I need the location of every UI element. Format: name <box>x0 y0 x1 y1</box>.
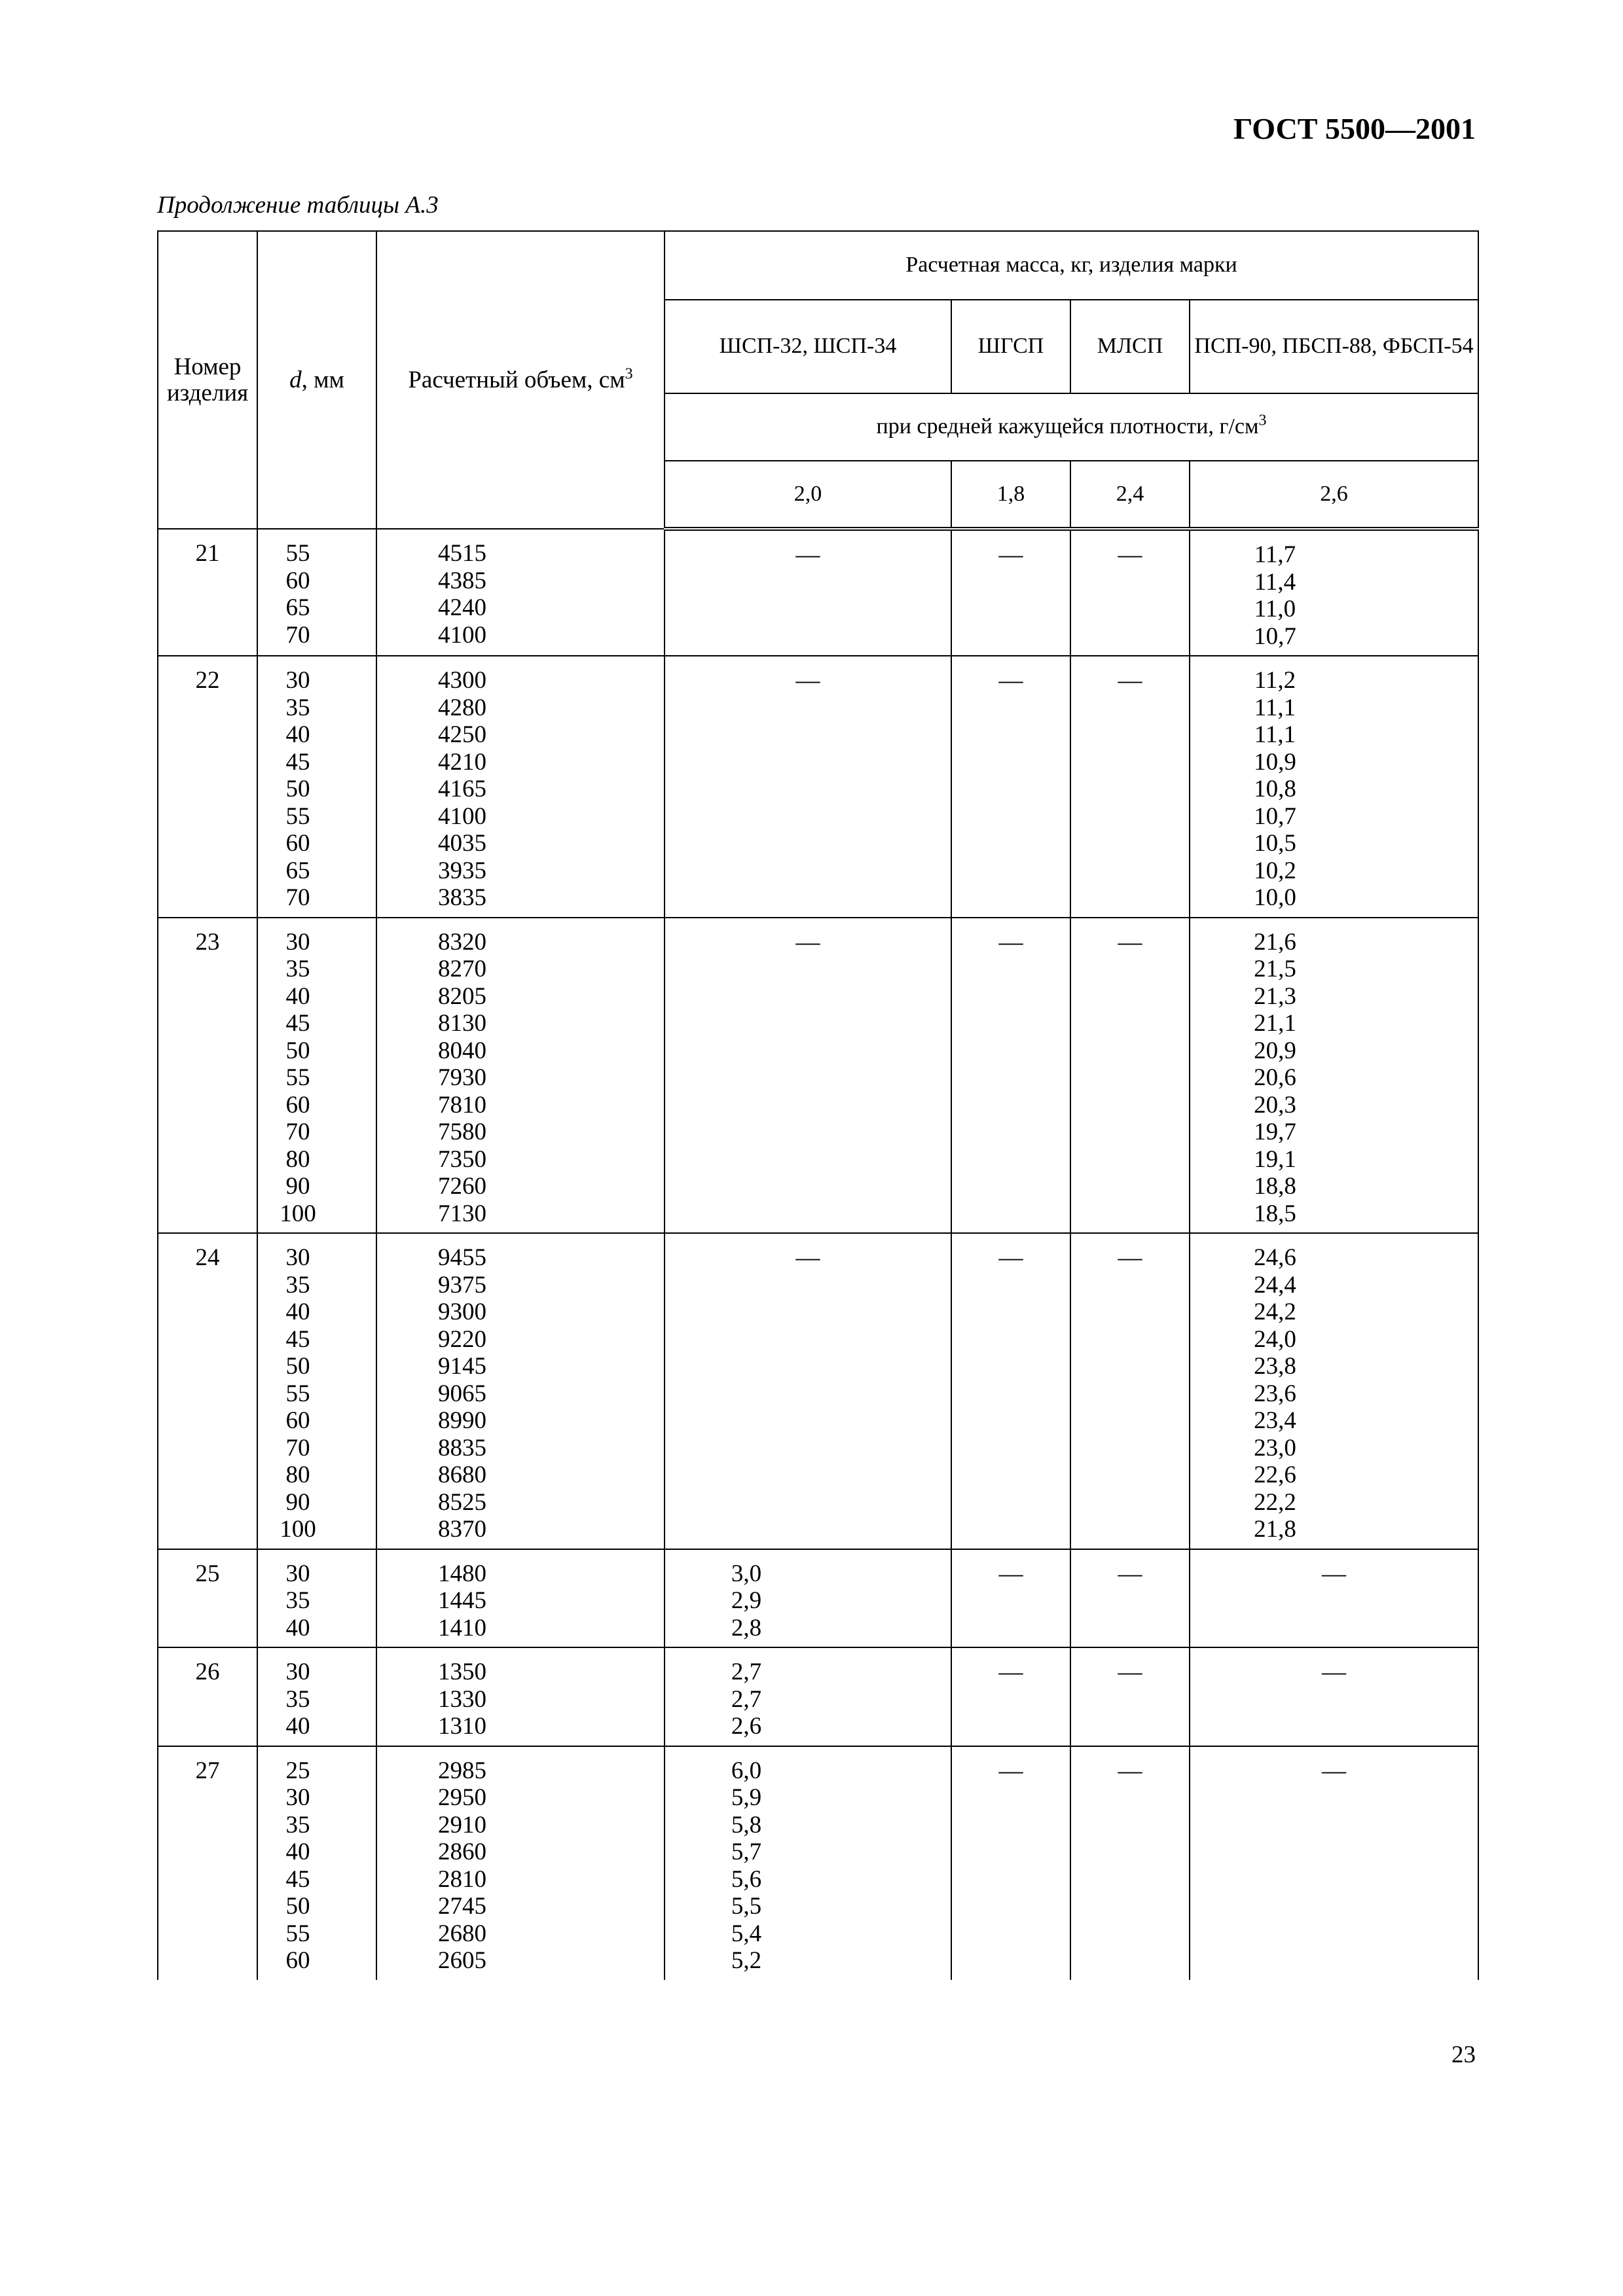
table-row <box>158 1549 1478 1648</box>
cell-line: — <box>1118 667 1142 694</box>
cell-line: 65 <box>285 857 310 884</box>
cell-line: — <box>1322 1659 1346 1685</box>
cell-volume <box>376 529 665 656</box>
cell-mass-psp <box>1190 918 1478 1234</box>
header-grade-shsp: ШСП-32, ШСП-34 <box>665 300 951 393</box>
cell-line: 7260 <box>438 1173 486 1200</box>
cell-line: 1410 <box>438 1614 486 1641</box>
cell-mass-shsp <box>665 918 951 1234</box>
cell-mass-psp <box>1190 1746 1478 1980</box>
cell-line: 7580 <box>438 1119 486 1145</box>
cell-line: 35 <box>285 1685 310 1713</box>
cell-line: 5,7 <box>731 1839 762 1865</box>
cell-line: 19,1 <box>1254 1145 1296 1173</box>
cell-line: 2,7 <box>731 1685 762 1713</box>
cell-mass-shsp <box>665 529 951 656</box>
cell-line: 30 <box>285 667 310 694</box>
cell-line: 70 <box>285 1119 310 1145</box>
cell-mass-shgsp <box>951 1647 1070 1746</box>
cell-mass-mlsp <box>1070 656 1190 918</box>
cell-line: 3835 <box>438 884 486 911</box>
header-grade-mlsp: МЛСП <box>1070 300 1190 393</box>
cell-line: 24,2 <box>1254 1299 1296 1325</box>
cell-line: 5,9 <box>731 1784 762 1811</box>
cell-line: 50 <box>285 1353 310 1380</box>
cell-line: — <box>1118 928 1142 956</box>
cell-line: 18,8 <box>1254 1173 1296 1200</box>
cell-mass-shgsp <box>951 656 1070 918</box>
cell-line: 4250 <box>438 721 486 748</box>
cell-diameter <box>257 1746 376 1980</box>
cell-line: 23,0 <box>1254 1434 1296 1462</box>
cell-line: — <box>1118 1757 1142 1784</box>
cell-mass-mlsp <box>1070 1233 1190 1549</box>
cell-mass-shsp <box>665 1233 951 1549</box>
mass-table <box>157 230 1479 1980</box>
cell-line: — <box>1118 1659 1142 1685</box>
cell-line: 60 <box>285 1947 310 1974</box>
cell-diameter <box>257 1647 376 1746</box>
cell-volume <box>376 1647 665 1746</box>
cell-line: 1350 <box>438 1659 486 1685</box>
cell-line: 18,5 <box>1254 1200 1296 1227</box>
cell-volume <box>376 1746 665 1980</box>
cell-line: 40 <box>285 982 310 1010</box>
cell-line: 45 <box>285 1010 310 1037</box>
cell-line: 55 <box>285 1920 310 1947</box>
cell-line: — <box>998 667 1023 694</box>
cell-line: — <box>1118 541 1142 568</box>
cell-line: 2,6 <box>731 1713 762 1740</box>
cell-mass-psp <box>1190 1549 1478 1648</box>
cell-line: 30 <box>285 1560 310 1587</box>
cell-line: 100 <box>280 1200 316 1227</box>
cell-line: 11,7 <box>1254 541 1296 568</box>
cell-line: 35 <box>285 956 310 982</box>
cell-line: 24,0 <box>1254 1325 1296 1353</box>
cell-mass-shsp <box>665 1647 951 1746</box>
cell-line: 4385 <box>438 567 486 594</box>
cell-line: 2605 <box>438 1947 486 1974</box>
cell-line: 50 <box>285 1893 310 1920</box>
cell-line: 35 <box>285 1587 310 1614</box>
cell-line: 23,4 <box>1254 1407 1296 1434</box>
cell-line: 9300 <box>438 1299 486 1325</box>
cell-line: 40 <box>285 721 310 748</box>
cell-line: 2810 <box>438 1865 486 1893</box>
cell-line: 8680 <box>438 1462 486 1488</box>
cell-line: 8525 <box>438 1488 486 1516</box>
cell-line: 8370 <box>438 1516 486 1543</box>
table-row <box>158 1746 1478 1980</box>
header-density-2: 1,8 <box>951 461 1070 529</box>
cell-line: — <box>1322 1560 1346 1587</box>
cell-line: 9065 <box>438 1380 486 1407</box>
cell-item: 22 <box>158 656 257 918</box>
cell-line: 2910 <box>438 1811 486 1839</box>
cell-line: 70 <box>285 1434 310 1462</box>
cell-item: 23 <box>158 918 257 1234</box>
table-row <box>158 529 1478 656</box>
cell-line: 23,6 <box>1254 1380 1296 1407</box>
cell-line: 4280 <box>438 694 486 721</box>
cell-line: — <box>998 1560 1023 1587</box>
cell-item: 26 <box>158 1647 257 1746</box>
cell-line: 9220 <box>438 1325 486 1353</box>
cell-line: 35 <box>285 694 310 721</box>
cell-volume <box>376 656 665 918</box>
cell-line: 40 <box>285 1614 310 1641</box>
cell-line: 4210 <box>438 748 486 776</box>
cell-line: 30 <box>285 928 310 956</box>
cell-line: 3,0 <box>731 1560 762 1587</box>
cell-mass-mlsp <box>1070 1746 1190 1980</box>
cell-line: 60 <box>285 1407 310 1434</box>
cell-line: 4165 <box>438 776 486 802</box>
cell-mass-psp <box>1190 1647 1478 1746</box>
cell-line: 55 <box>285 540 310 567</box>
cell-volume <box>376 1233 665 1549</box>
cell-line: 7350 <box>438 1145 486 1173</box>
cell-line: 65 <box>285 594 310 621</box>
cell-line: — <box>795 667 820 694</box>
cell-mass-mlsp <box>1070 1647 1190 1746</box>
cell-line: 45 <box>285 1325 310 1353</box>
cell-line: 7130 <box>438 1200 486 1227</box>
cell-line: 20,6 <box>1254 1064 1296 1091</box>
cell-item: 25 <box>158 1549 257 1648</box>
cell-line: 50 <box>285 776 310 802</box>
cell-line: 21,1 <box>1254 1010 1296 1037</box>
table-row <box>158 918 1478 1234</box>
cell-line: — <box>795 541 820 568</box>
cell-line: 30 <box>285 1244 310 1271</box>
cell-line: 55 <box>285 1380 310 1407</box>
cell-item: 24 <box>158 1233 257 1549</box>
cell-line: 9375 <box>438 1271 486 1299</box>
cell-line: 45 <box>285 1865 310 1893</box>
header-density-3: 2,4 <box>1070 461 1190 529</box>
cell-diameter <box>257 1549 376 1648</box>
cell-line: 5,5 <box>731 1893 762 1920</box>
cell-line: 4300 <box>438 667 486 694</box>
cell-line: — <box>998 541 1023 568</box>
cell-mass-shgsp <box>951 1746 1070 1980</box>
cell-line: — <box>1118 1244 1142 1271</box>
header-density-1: 2,0 <box>665 461 951 529</box>
cell-line: 10,8 <box>1254 776 1296 802</box>
cell-line: 5,2 <box>731 1947 762 1974</box>
cell-line: 2,8 <box>731 1614 762 1641</box>
cell-line: 40 <box>285 1839 310 1865</box>
cell-line: — <box>998 1659 1023 1685</box>
cell-line: 40 <box>285 1713 310 1740</box>
cell-line: 4240 <box>438 594 486 621</box>
cell-line: 11,2 <box>1254 667 1296 694</box>
cell-line: 10,7 <box>1254 802 1296 830</box>
cell-line: 10,5 <box>1254 830 1296 857</box>
cell-mass-shgsp <box>951 918 1070 1234</box>
cell-line: 21,3 <box>1254 982 1296 1010</box>
cell-line: 8320 <box>438 928 486 956</box>
cell-line: 35 <box>285 1271 310 1299</box>
cell-line: 8040 <box>438 1037 486 1064</box>
cell-line: 11,1 <box>1254 694 1296 721</box>
table-body <box>158 529 1478 1980</box>
cell-line: 80 <box>285 1462 310 1488</box>
cell-item: 27 <box>158 1746 257 1980</box>
page-number: 23 <box>1451 2041 1476 2068</box>
cell-line: 2860 <box>438 1839 486 1865</box>
cell-line: 2,7 <box>731 1659 762 1685</box>
cell-line: 11,0 <box>1254 596 1296 622</box>
cell-line: 90 <box>285 1488 310 1516</box>
cell-line: 5,4 <box>731 1920 762 1947</box>
cell-line: — <box>795 928 820 956</box>
cell-line: 4100 <box>438 802 486 830</box>
cell-line: 55 <box>285 1064 310 1091</box>
cell-line: 4100 <box>438 621 486 649</box>
table-continuation-caption: Продолжение таблицы А.3 <box>157 192 439 219</box>
cell-line: 11,1 <box>1254 721 1296 748</box>
cell-line: 8270 <box>438 956 486 982</box>
cell-line: 1310 <box>438 1713 486 1740</box>
header-density-label: при средней кажущейся плотности, $г/см^3$ <box>665 393 1478 461</box>
header-grade-shgsp: ШГСП <box>951 300 1070 393</box>
cell-line: 8205 <box>438 982 486 1010</box>
cell-line: 2950 <box>438 1784 486 1811</box>
cell-mass-shsp <box>665 1746 951 1980</box>
cell-line: 19,7 <box>1254 1119 1296 1145</box>
cell-line: 25 <box>285 1757 310 1784</box>
cell-line: 5,8 <box>731 1811 762 1839</box>
cell-mass-shsp <box>665 656 951 918</box>
cell-line: 23,8 <box>1254 1353 1296 1380</box>
cell-line: 20,3 <box>1254 1091 1296 1119</box>
cell-line: 5,6 <box>731 1865 762 1893</box>
cell-mass-psp <box>1190 529 1478 656</box>
cell-mass-shgsp <box>951 1549 1070 1648</box>
cell-line: 4035 <box>438 830 486 857</box>
table-row <box>158 656 1478 918</box>
cell-line: 10,9 <box>1254 748 1296 776</box>
cell-line: 2680 <box>438 1920 486 1947</box>
cell-line: 60 <box>285 1091 310 1119</box>
cell-line: 21,8 <box>1254 1516 1296 1543</box>
cell-line: 70 <box>285 621 310 649</box>
cell-line: 20,9 <box>1254 1037 1296 1064</box>
cell-line: 8990 <box>438 1407 486 1434</box>
table-row <box>158 1647 1478 1746</box>
cell-line: 1330 <box>438 1685 486 1713</box>
cell-line: 2,9 <box>731 1587 762 1614</box>
cell-line: 21,6 <box>1254 928 1296 956</box>
cell-line: 9145 <box>438 1353 486 1380</box>
cell-line: 3935 <box>438 857 486 884</box>
cell-mass-shgsp <box>951 529 1070 656</box>
cell-line: 7810 <box>438 1091 486 1119</box>
cell-line: 21,5 <box>1254 956 1296 982</box>
cell-line: 8835 <box>438 1434 486 1462</box>
cell-line: 70 <box>285 884 310 911</box>
cell-line: 2745 <box>438 1893 486 1920</box>
cell-line: 4515 <box>438 540 486 567</box>
cell-line: 22,2 <box>1254 1488 1296 1516</box>
cell-line: 60 <box>285 830 310 857</box>
cell-mass-mlsp <box>1070 529 1190 656</box>
cell-line: — <box>998 1244 1023 1271</box>
cell-diameter <box>257 918 376 1234</box>
table-row <box>158 1233 1478 1549</box>
cell-line: 10,7 <box>1254 622 1296 650</box>
cell-line: 90 <box>285 1173 310 1200</box>
cell-mass-shsp <box>665 1549 951 1648</box>
cell-line: 1480 <box>438 1560 486 1587</box>
cell-line: 60 <box>285 567 310 594</box>
cell-line: — <box>998 928 1023 956</box>
cell-line: 7930 <box>438 1064 486 1091</box>
cell-line: 6,0 <box>731 1757 762 1784</box>
cell-line: 50 <box>285 1037 310 1064</box>
cell-line: 2985 <box>438 1757 486 1784</box>
cell-line: 9455 <box>438 1244 486 1271</box>
cell-line: 11,4 <box>1254 568 1296 596</box>
cell-line: 30 <box>285 1659 310 1685</box>
cell-line: — <box>1322 1757 1346 1784</box>
header-item-number: Номер изделия <box>158 231 257 529</box>
header-volume: Расчетный объем, $см^3$ <box>376 231 665 529</box>
cell-mass-psp <box>1190 1233 1478 1549</box>
cell-diameter <box>257 1233 376 1549</box>
cell-line: 80 <box>285 1145 310 1173</box>
cell-line: 24,4 <box>1254 1271 1296 1299</box>
cell-line: 10,0 <box>1254 884 1296 911</box>
cell-line: 45 <box>285 748 310 776</box>
cell-mass-shgsp <box>951 1233 1070 1549</box>
header-density-4: 2,6 <box>1190 461 1478 529</box>
cell-line: 55 <box>285 802 310 830</box>
cell-mass-psp <box>1190 656 1478 918</box>
header-diameter: d, мм <box>257 231 376 529</box>
cell-line: 35 <box>285 1811 310 1839</box>
cell-line: 10,2 <box>1254 857 1296 884</box>
cell-line: 22,6 <box>1254 1462 1296 1488</box>
cell-line: — <box>998 1757 1023 1784</box>
cell-line: 40 <box>285 1299 310 1325</box>
cell-item: 21 <box>158 529 257 656</box>
cell-mass-mlsp <box>1070 1549 1190 1648</box>
header-mass-group: Расчетная масса, кг, изделия марки <box>665 231 1478 300</box>
cell-line: 30 <box>285 1784 310 1811</box>
standard-designation: ГОСТ 5500—2001 <box>1233 112 1476 145</box>
cell-volume <box>376 1549 665 1648</box>
cell-line: 24,6 <box>1254 1244 1296 1271</box>
cell-volume <box>376 918 665 1234</box>
cell-line: 100 <box>280 1516 316 1543</box>
cell-line: — <box>795 1244 820 1271</box>
cell-line: 1445 <box>438 1587 486 1614</box>
header-grade-psp: ПСП-90, ПБСП-88, ФБСП-54 <box>1190 300 1478 393</box>
cell-diameter <box>257 529 376 656</box>
cell-line: — <box>1118 1560 1142 1587</box>
cell-line: 8130 <box>438 1010 486 1037</box>
cell-mass-mlsp <box>1070 918 1190 1234</box>
cell-diameter <box>257 656 376 918</box>
